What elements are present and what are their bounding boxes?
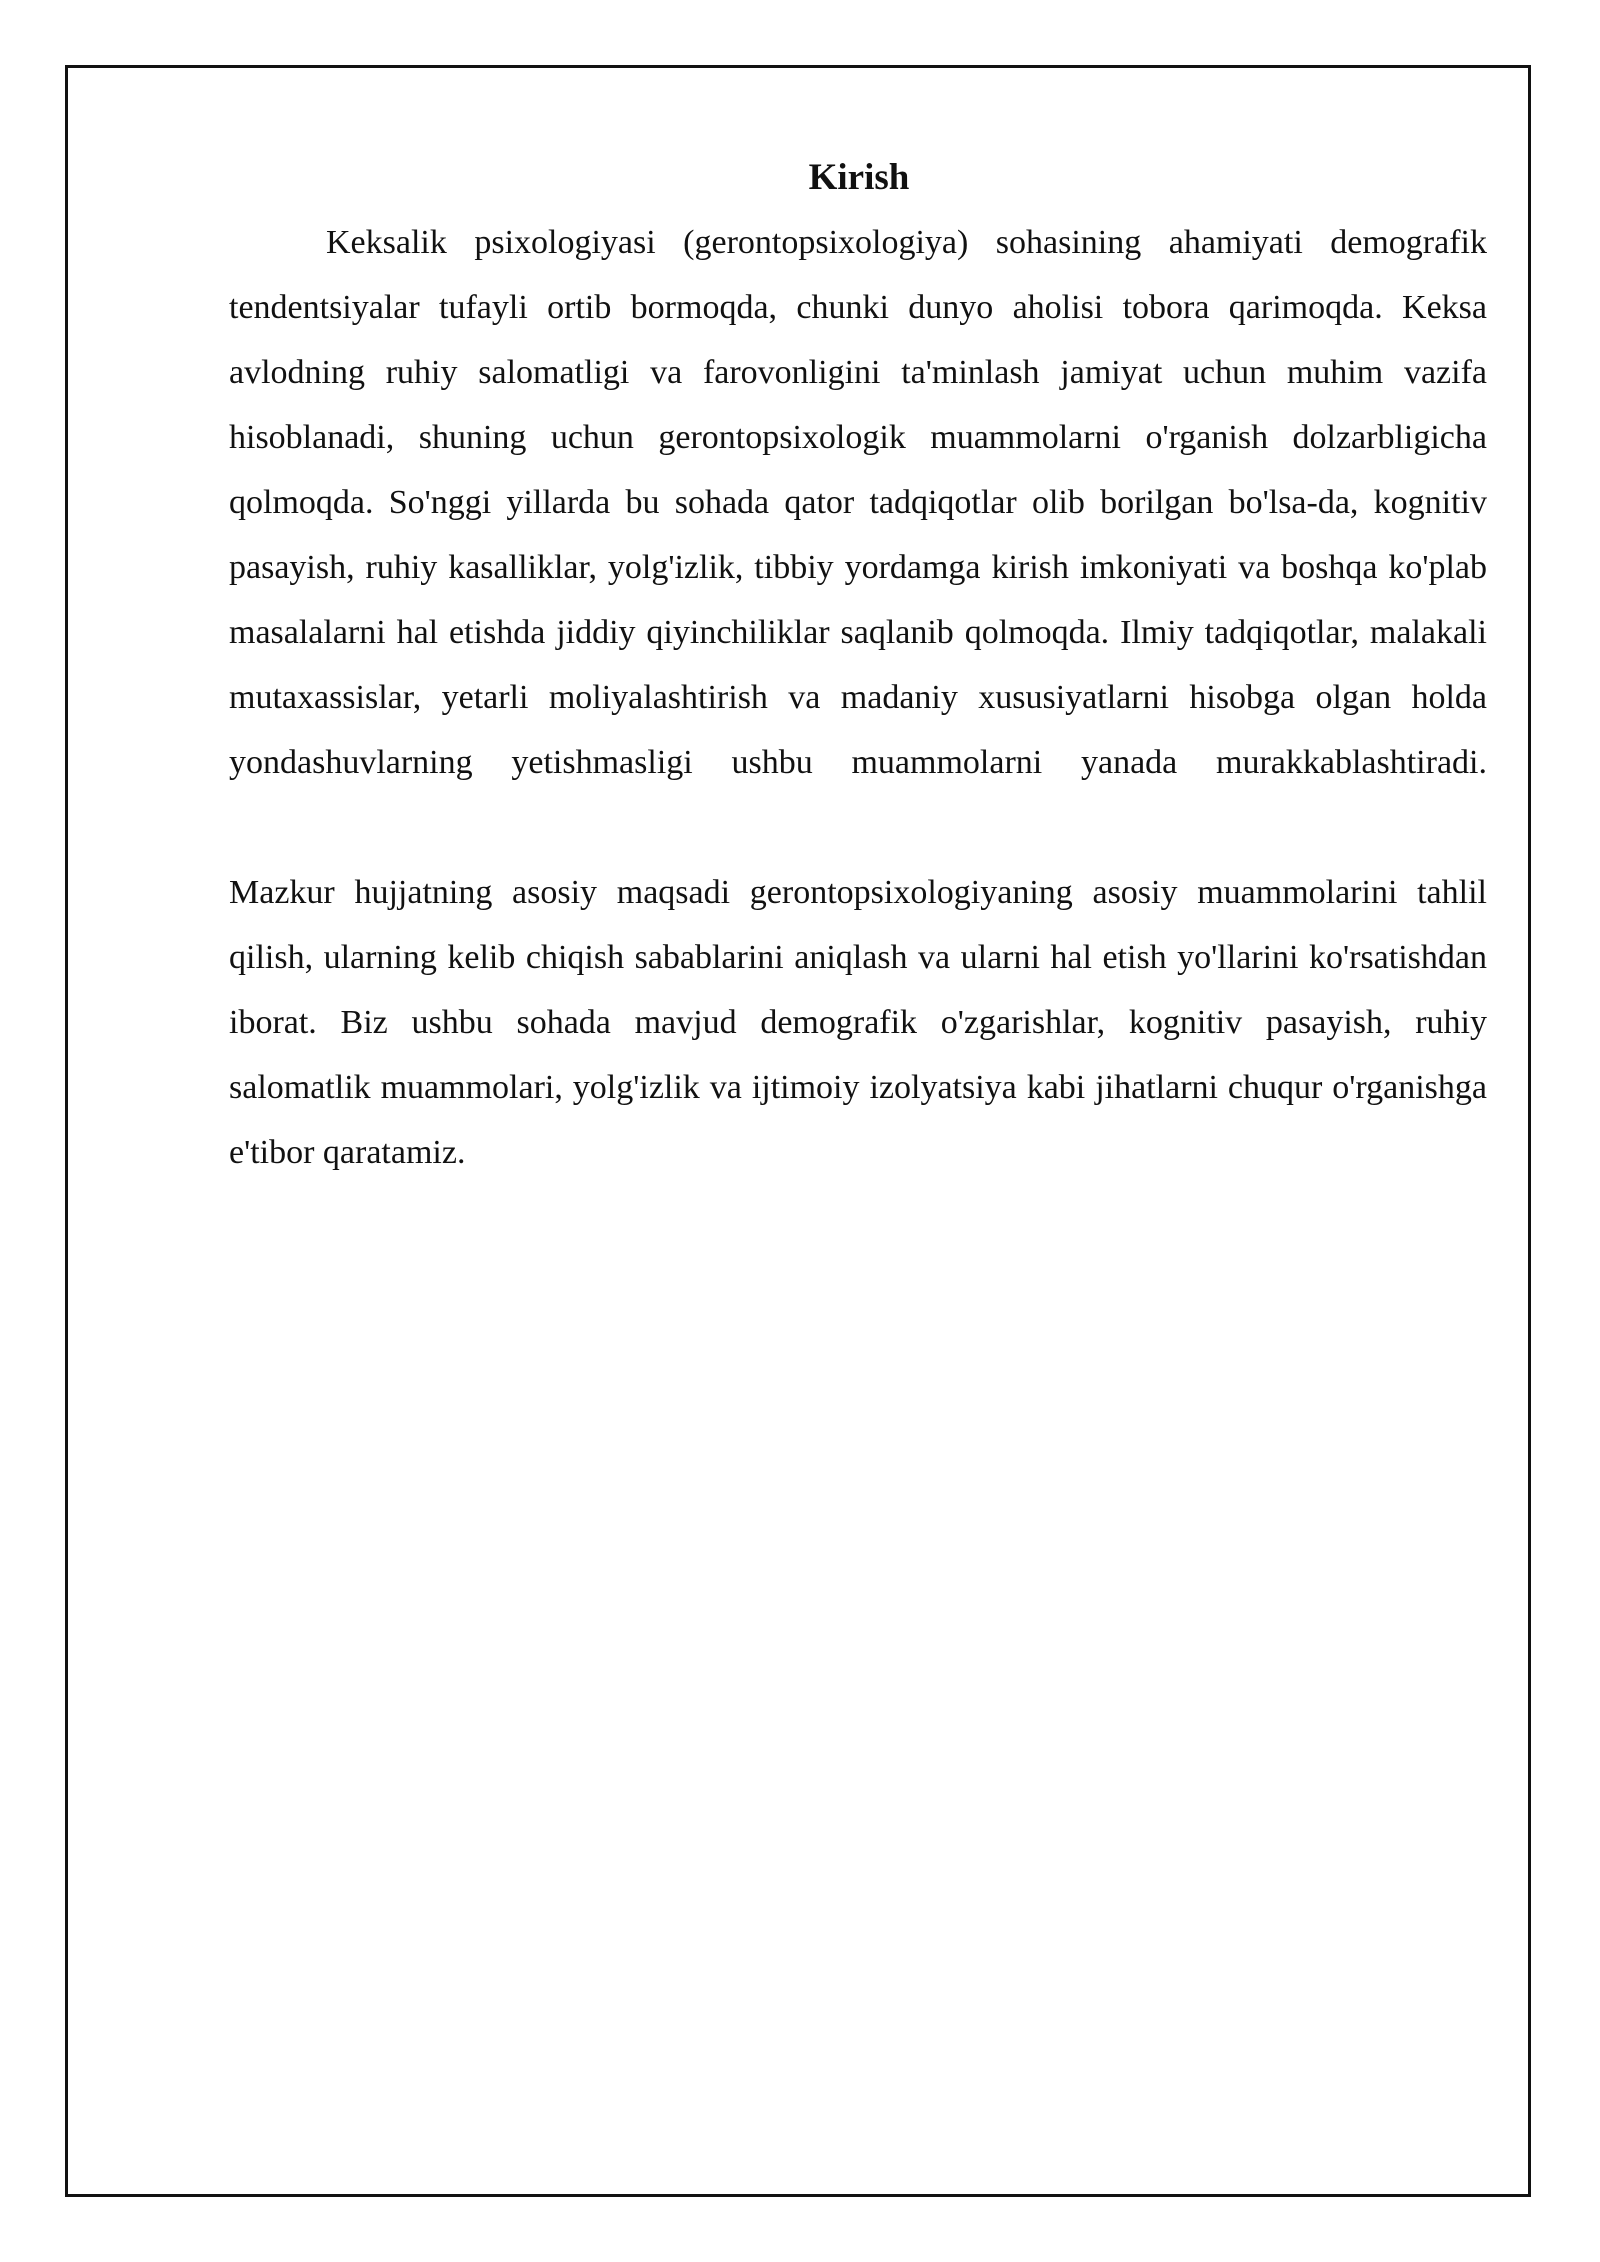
paragraph-purpose: Mazkur hujjatning asosiy maqsadi gerontopsixologiyaning asosiy muammolarini tahlil qilish, ularning kelib chiqish sabablarini aniqlash va ularni hal etish yo'llarini ko'rsatishdan iborat. Biz ushbu sohada mavjud demografik o'zgarishlar, kognitiv pasayish, ruhiy salomatlik muammolari, yolg'izlik va ijtimoiy izolyatsiya kabi jihatlarni chuqur o'rganishga e'tibor qaratamiz. xyxy=(229,874,1487,1171)
document-body xyxy=(229,145,1487,1185)
document-title: Kirish xyxy=(808,157,910,198)
paragraph-intro: Keksalik psixologiyasi (gerontopsixologiya) sohasining ahamiyati demografik tendentsiyalar tufayli ortib bormoqda, chunki dunyo aholisi tobora qarimoqda. Keksa avlodning ruhiy salomatligi va farovonligini ta'minlash jamiyat uchun muhim vazifa hisoblanadi, shuning uchun gerontopsixologik muammolarni o'rganish dolzarbligicha qolmoqda. So'nggi yillarda bu sohada qator tadqiqotlar olib borilgan bo'lsa-da, kognitiv pasayish, ruhiy kasalliklar, yolg'izlik, tibbiy yordamga kirish imkoniyati va boshqa ko'plab masalalarni hal etishda jiddiy qiyinchiliklar saqlanib qolmoqda. Ilmiy tadqiqotlar, malakali mutaxassislar, yetarli moliyalashtirish va madaniy xususiyatlarni hisobga olgan holda yondashuvlarning yetishmasligi ushbu muammolarni yanada murakkablashtiradi. xyxy=(229,224,1487,781)
paragraph-gap xyxy=(229,795,1487,860)
